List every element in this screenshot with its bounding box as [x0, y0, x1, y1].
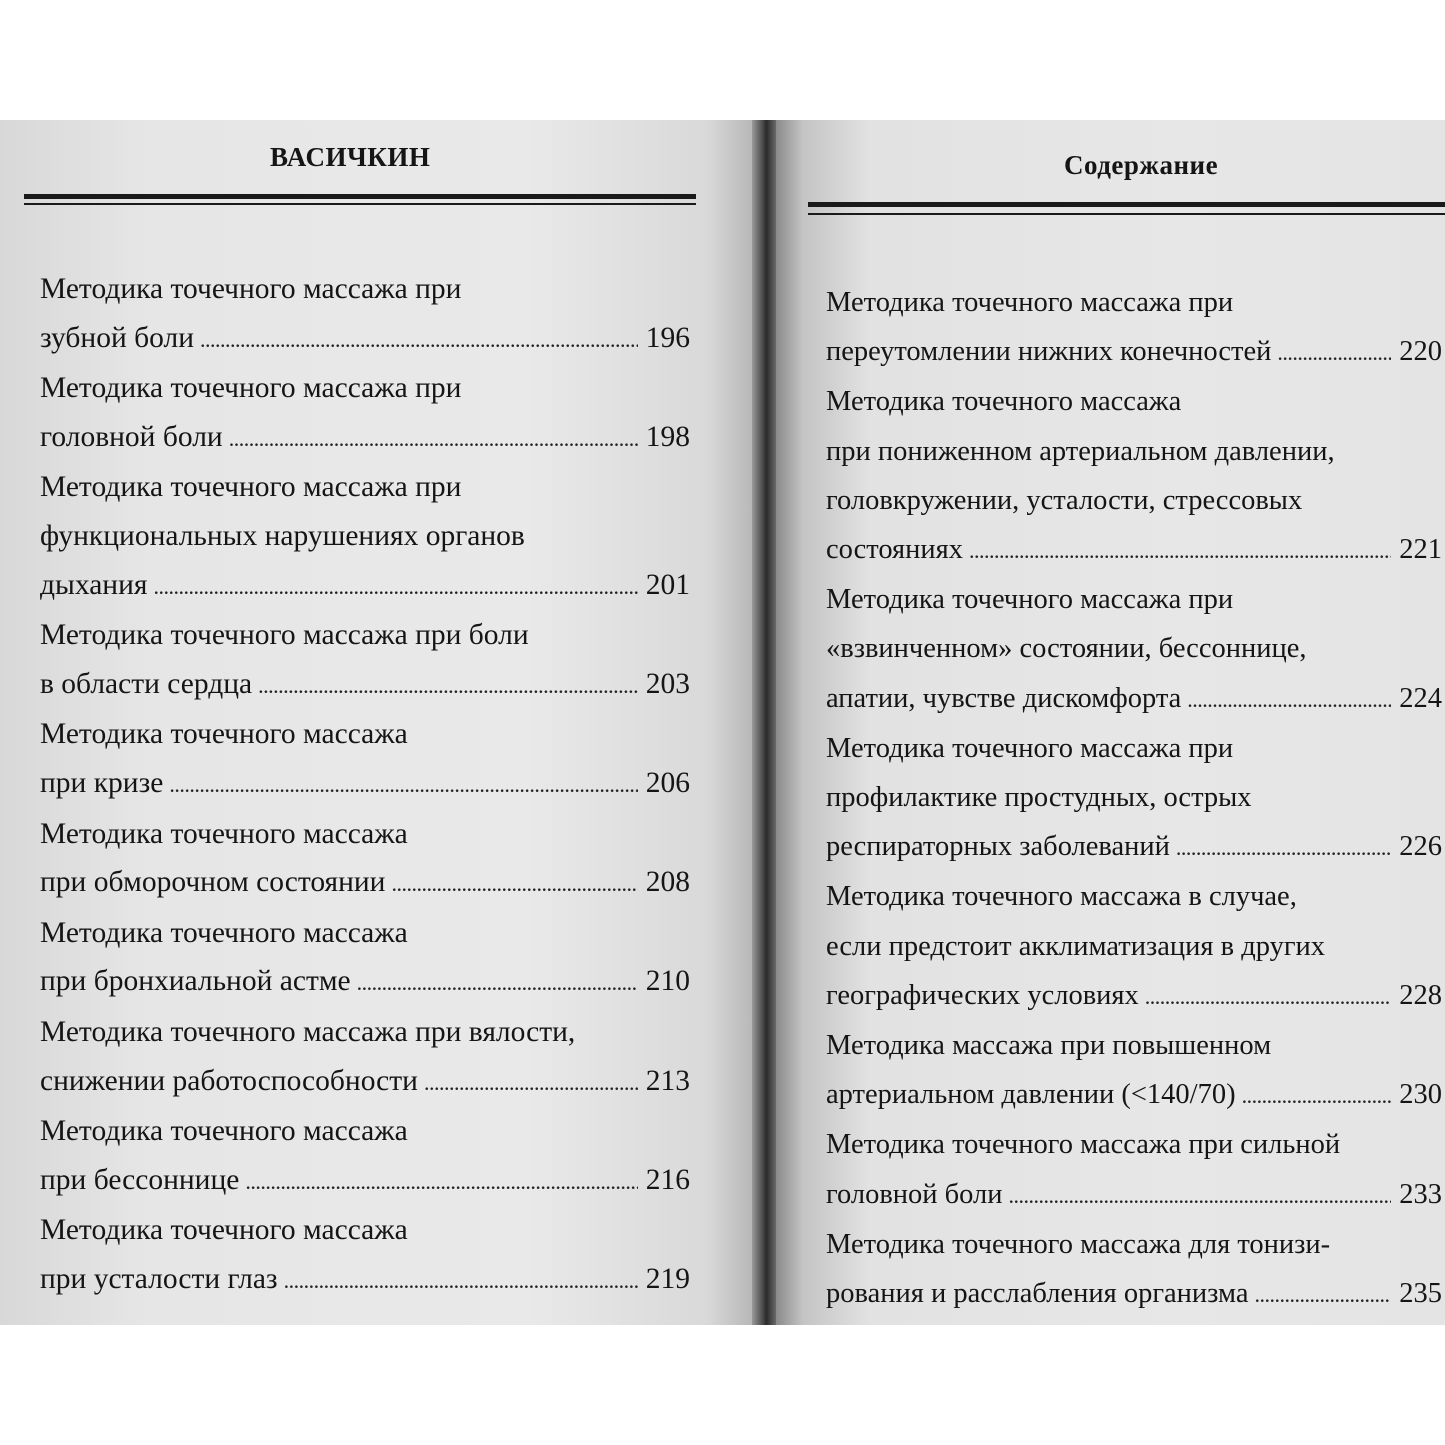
toc-entry [826, 575, 1442, 724]
dot-leader [1145, 971, 1391, 1021]
toc-entry-last-line [40, 1156, 690, 1207]
toc-entry-title-line: переутомлении нижних конечностей [826, 336, 1272, 368]
toc-entry-title-line: Методика массажа при повышенном [826, 1030, 1272, 1062]
right-running-head: Содержание [1064, 150, 1219, 180]
dot-leader [1277, 327, 1391, 377]
toc-entry [40, 364, 690, 463]
toc-entry-title-line: Методика точечного массажа при вялости, [40, 1015, 576, 1048]
toc-entry-title-line: состояниях [826, 534, 964, 566]
toc-entry-last-line [40, 314, 690, 365]
toc-entry-title-line: Методика точечного массажа при [826, 584, 1234, 616]
toc-page-number: 210 [645, 965, 690, 998]
dot-leader [153, 561, 637, 612]
header-rule-thick [808, 202, 1445, 207]
toc-page-number: 224 [1399, 682, 1442, 714]
toc-entry [826, 1021, 1442, 1120]
toc-entry [826, 1220, 1442, 1319]
dot-leader [969, 525, 1391, 575]
toc-entry-last-line [826, 822, 1442, 872]
toc-entry [40, 463, 690, 611]
dot-leader [357, 957, 638, 1008]
toc-entry-title-line: географических условиях [826, 979, 1139, 1011]
dot-leader [391, 858, 637, 909]
toc-entry-title-line: зубной боли [40, 321, 194, 354]
dot-leader [169, 759, 637, 810]
toc-entry-last-line [40, 1255, 690, 1306]
toc-page-number: 235 [1399, 1278, 1442, 1310]
toc-page-number: 206 [645, 766, 690, 799]
toc-entry-title-line: при бронхиальной астме [40, 965, 351, 998]
toc-entry-title-line: Методика точечного массажа при [40, 471, 462, 504]
toc-page-number: 228 [1399, 979, 1442, 1011]
dot-leader [1255, 1269, 1392, 1319]
toc-entry-last-line [826, 1070, 1442, 1120]
toc-entry-title-line: апатии, чувстве дискомфорта [826, 682, 1182, 714]
dot-leader [1187, 674, 1391, 724]
toc-entry-title-line: при пониженном артериальном давлении, [826, 435, 1335, 467]
toc-entry [40, 1008, 690, 1107]
toc-entry-title-line: Методика точечного массажа при сильной [826, 1129, 1341, 1161]
toc-entry-title-line: в области сердца [40, 667, 253, 700]
toc-page-number: 213 [645, 1064, 690, 1097]
toc-entry-last-line [826, 1170, 1442, 1220]
toc-page-number: 233 [1399, 1178, 1442, 1210]
toc-entry [40, 265, 690, 364]
left-running-head: ВАСИЧКИН [270, 142, 431, 172]
toc-entry [40, 909, 690, 1008]
dot-leader [284, 1255, 638, 1306]
toc-entry-title-line: Методика точечного массажа для тонизи- [826, 1228, 1331, 1260]
toc-entry-title-line: рования и расслабления организма [826, 1278, 1249, 1310]
book-gutter [752, 120, 776, 1325]
toc-entry-title-line: Методика точечного массажа [40, 718, 408, 751]
toc-entry [826, 724, 1442, 873]
dot-leader [1009, 1170, 1392, 1220]
toc-entry [40, 1206, 690, 1305]
toc-entry-last-line [826, 971, 1442, 1021]
dot-leader [1242, 1070, 1392, 1120]
toc-entry-title-line: при обморочном состоянии [40, 866, 386, 899]
toc-page-number: 230 [1399, 1079, 1442, 1111]
toc-entry-title-line: Методика точечного массажа [40, 1115, 408, 1148]
toc-entry [826, 377, 1442, 575]
toc-page-number: 201 [645, 568, 690, 601]
toc-entry-last-line [826, 327, 1442, 377]
toc-entry-title-line: при усталости глаз [40, 1262, 278, 1295]
toc-page-number: 203 [645, 667, 690, 700]
dot-leader [1176, 822, 1391, 872]
toc-entry-title-line: Методика точечного массажа при [826, 287, 1234, 318]
toc-page-number: 198 [645, 420, 690, 453]
toc-entry-title-line: дыхания [40, 568, 148, 601]
toc-entry-title-line: головной боли [40, 420, 223, 453]
toc-entry-title-line: функциональных нарушениях органов [40, 519, 525, 552]
toc-entry-last-line [826, 525, 1442, 575]
toc-entry-title-line: Методика точечного массажа в случае, [826, 881, 1297, 913]
toc-entry-title-line: Методика точечного массажа при боли [40, 619, 529, 652]
toc-entry-title-line: Методика точечного массажа [40, 817, 408, 850]
toc-entry-title-line: снижении работоспособности [40, 1064, 418, 1097]
toc-page-number: 226 [1399, 831, 1442, 863]
toc-entry-last-line [40, 413, 690, 464]
right-page [776, 120, 1445, 1325]
dot-leader [258, 660, 638, 711]
left-toc-list [40, 265, 690, 1305]
toc-page-number: 219 [645, 1262, 690, 1295]
toc-entry [826, 1120, 1442, 1219]
toc-entry [826, 872, 1442, 1021]
toc-entry [40, 1107, 690, 1206]
toc-entry-last-line [40, 561, 690, 612]
toc-entry-title-line: Методика точечного массажа [40, 1214, 408, 1247]
header-rule-thin [808, 213, 1445, 215]
toc-entry [826, 278, 1442, 377]
dot-leader [229, 413, 638, 464]
toc-entry-title-line: головкружении, усталости, стрессовых [826, 484, 1303, 516]
toc-entry-title-line: Методика точечного массажа при [40, 372, 462, 405]
toc-entry-title-line: при бессоннице [40, 1163, 240, 1196]
toc-entry-title-line: если предстоит акклиматизация в других [826, 930, 1326, 962]
right-toc-list [826, 278, 1442, 1319]
toc-entry-title-line: Методика точечного массажа [826, 386, 1182, 418]
toc-page-number: 216 [645, 1163, 690, 1196]
toc-entry-title-line: Методика точечного массажа [40, 916, 408, 949]
toc-entry-title-line: при кризе [40, 766, 164, 799]
toc-entry-title-line: головной боли [826, 1178, 1003, 1210]
header-rule-thick [24, 194, 696, 199]
toc-page-number: 221 [1399, 534, 1442, 566]
toc-page-number: 220 [1399, 336, 1442, 368]
toc-entry-last-line [826, 674, 1442, 724]
dot-leader [245, 1156, 637, 1207]
toc-entry-title-line: Методика точечного массажа при [40, 273, 462, 305]
toc-entry-last-line [40, 660, 690, 711]
toc-entry-title-line: «взвинченном» состоянии, бессоннице, [826, 633, 1307, 665]
toc-entry-title-line: артериальном давлении (<140/70) [826, 1079, 1236, 1111]
toc-entry-last-line [40, 1057, 690, 1108]
toc-entry-title-line: респираторных заболеваний [826, 831, 1170, 863]
book-spread-photo [0, 120, 1445, 1325]
toc-entry-title-line: профилактике простудных, острых [826, 782, 1252, 814]
toc-page-number: 208 [645, 866, 690, 899]
toc-entry-last-line [40, 858, 690, 909]
toc-entry [40, 611, 690, 710]
header-rule-thin [24, 203, 696, 205]
toc-entry-last-line [826, 1269, 1442, 1319]
left-page [0, 120, 752, 1325]
toc-entry-title-line: Методика точечного массажа при [826, 732, 1234, 764]
toc-entry-last-line [40, 759, 690, 810]
dot-leader [200, 314, 638, 365]
toc-entry-last-line [40, 957, 690, 1008]
toc-page-number: 196 [645, 321, 690, 354]
toc-entry [40, 710, 690, 809]
dot-leader [424, 1057, 638, 1108]
toc-entry [40, 810, 690, 909]
